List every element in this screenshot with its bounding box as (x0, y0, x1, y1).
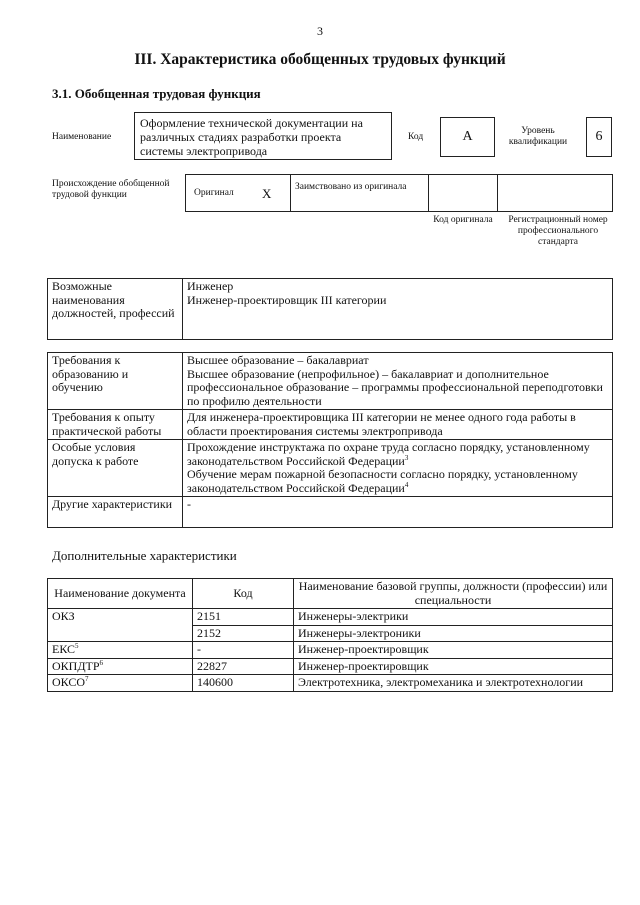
header-document: Наименование документа (48, 579, 193, 609)
header-group-name: Наименование базовой группы, должности (профессии) или специальности (294, 579, 613, 609)
additional-table (47, 578, 613, 692)
doc-name: ЕКС (52, 642, 76, 656)
origin-label: Происхождение обобщенной трудовой функции (52, 179, 170, 200)
group-cell: Инженеры-электроники (294, 625, 613, 642)
requirement-text: Обучение мерам пожарной безопасности согласно порядку, установленному законодательством Российской Федерации (187, 467, 578, 495)
section-title: III. Характеристика обобщенных трудовых функций (134, 51, 506, 68)
level-value: 6 (586, 117, 612, 157)
page-number: 3 (317, 24, 323, 38)
requirement-line: Высшее образование – бакалавриат (187, 353, 369, 367)
special-conditions-values (183, 440, 613, 497)
code-value: А (440, 117, 495, 157)
footnote-ref: 5 (75, 642, 79, 650)
code-cell: 2152 (193, 625, 294, 642)
group-cell: Инженер-проектировщик (294, 642, 613, 659)
education-values (183, 353, 613, 410)
table-row (48, 609, 613, 626)
requirement-line (187, 441, 608, 468)
function-name-value: Оформление технической документации на различных стадиях разработки проекта системы электропривода (134, 112, 392, 160)
requirement-line (187, 468, 608, 495)
table-row (48, 675, 613, 692)
positions-label: Возможные наименования должностей, профессий (48, 279, 183, 340)
origin-box (185, 174, 613, 212)
other-label: Другие характеристики (48, 497, 183, 528)
code-cell: 2151 (193, 609, 294, 626)
original-mark: X (262, 186, 272, 201)
footnote-ref: 4 (404, 480, 409, 489)
doc-name: ОКЗ (52, 609, 75, 623)
experience-value: Для инженера-проектировщика III категории не менее одного года работы в области проектирования системы электропривода (183, 410, 613, 440)
group-cell: Инженеры-электрики (294, 609, 613, 626)
level-label: Уровень квалификации (508, 126, 568, 147)
name-label: Наименование (52, 132, 112, 142)
code-original-label: Код оригинала (433, 215, 493, 225)
doc-cell (48, 609, 193, 642)
code-cell: 140600 (193, 675, 294, 692)
code-label: Код (408, 132, 424, 142)
other-value: - (183, 497, 613, 528)
original-label: Оригинал (194, 188, 234, 198)
footnote-ref: 6 (99, 658, 104, 667)
positions-table (47, 278, 613, 340)
position-item: Инженер-проектировщик III категории (187, 292, 387, 307)
special-conditions-label: Особые условия допуска к работе (48, 440, 183, 497)
subsection-title: 3.1. Обобщенная трудовая функция (52, 86, 261, 101)
table-row (48, 658, 613, 675)
footnote-ref: 3 (404, 453, 409, 462)
doc-name: ОКПДТР (52, 658, 100, 673)
code-cell: 22827 (193, 658, 294, 675)
additional-title: Дополнительные характеристики (52, 548, 237, 563)
header-code: Код (193, 579, 294, 609)
requirement-text: Прохождение инструктажа по охране труда согласно порядку, установленному законодательством Российской Федерации (187, 440, 590, 468)
doc-cell (48, 675, 193, 692)
position-item: Инженер (187, 279, 234, 293)
doc-cell (48, 642, 193, 659)
table-row (48, 642, 613, 659)
doc-name: ОКСО (52, 675, 86, 689)
requirement-line: Высшее образование (непрофильное) – бакалавриат и дополнительное профессиональное образование – программы профессиональной переподготовки по профилю деятельности (187, 366, 603, 408)
experience-label: Требования к опыту практической работы (48, 410, 183, 440)
group-cell: Инженер-проектировщик (294, 658, 613, 675)
doc-cell (48, 658, 193, 675)
borrowed-label: Заимствовано из оригинала (295, 182, 407, 192)
reg-number-label: Регистрационный номер профессионального стандарта (508, 215, 608, 247)
education-label: Требования к образованию и обучению (48, 353, 183, 410)
requirements-table (47, 352, 613, 528)
group-cell: Электротехника, электромеханика и электротехнологии (294, 675, 613, 692)
code-cell: - (193, 642, 294, 659)
footnote-ref: 7 (85, 675, 89, 683)
positions-values (183, 279, 613, 340)
